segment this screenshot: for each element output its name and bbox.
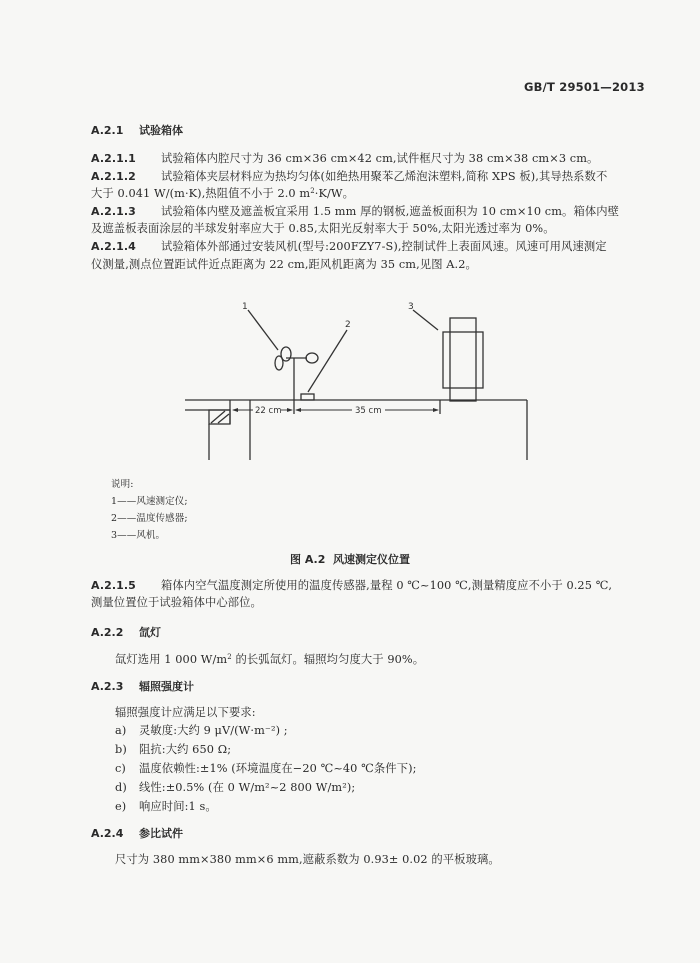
- clause-a212: [91, 168, 607, 184]
- list-marker: b): [115, 743, 127, 756]
- section-a22-text: [115, 651, 424, 667]
- clause-number: A.2.1.4: [91, 240, 136, 253]
- dim-arrow: [232, 408, 238, 412]
- section-a22-heading: [91, 624, 161, 640]
- clause-number: A.2.1.5: [91, 579, 136, 592]
- clause-a215-cont: 测量位置位于试验箱体中心部位。: [91, 596, 262, 609]
- list-item: [115, 760, 417, 776]
- section-number: A.2.2: [91, 626, 124, 639]
- clause-text: 试验箱体外部通过安装风机(型号:200FZY7-S),控制试件上表面风速。风速可用风速测定: [161, 240, 607, 253]
- anemometer-cup: [306, 353, 318, 363]
- clause-text: 试验箱体内腔尺寸为 36 cm×36 cm×42 cm,试件框尺寸为 38 cm×38 cm×3 cm。: [161, 152, 599, 165]
- clause-text: 试验箱体内壁及遮盖板宜采用 1.5 mm 厚的钢板,遮盖板面积为 10 cm×10 cm。箱体内壁: [161, 205, 620, 218]
- dim-arrow: [287, 408, 293, 412]
- dimension-22cm: 22 cm: [255, 406, 282, 416]
- dim-arrow: [295, 408, 301, 412]
- section-title: 参比试件: [139, 827, 183, 840]
- label-2: 2: [345, 320, 351, 330]
- clause-a212-cont: [91, 185, 354, 201]
- list-marker: e): [115, 800, 127, 813]
- list-marker: d): [115, 781, 127, 794]
- clause-a211: [91, 150, 598, 166]
- section-number: A.2.3: [91, 680, 124, 693]
- clause-text: 箱体内空气温度测定所使用的温度传感器,量程 0 ℃~100 ℃,测量精度应不小于 0.25 ℃,: [161, 579, 613, 592]
- clause-text: 大于 0.041 W/(m·K),热阻值不小于 2.0 m: [91, 187, 311, 200]
- superscript: 2: [227, 653, 232, 661]
- legend-item-1: 1——风速测定仪;: [111, 496, 188, 507]
- section-title: 辐照强度计: [139, 680, 194, 693]
- list-item: [115, 779, 355, 795]
- clause-a214-cont: 仪测量,测点位置距试件近点距离为 22 cm,距风机距离为 35 cm,见图 A.2。: [91, 258, 477, 271]
- figure-a2-diagram: [170, 290, 550, 470]
- superscript: 2: [310, 187, 315, 195]
- list-item: [115, 798, 217, 814]
- clause-text: 试验箱体夹层材料应为热均匀体(如绝热用聚苯乙烯泡沫塑料,简称 XPS 板),其导热系数不: [161, 170, 608, 183]
- clause-a214: [91, 238, 607, 254]
- text: 氙灯选用 1 000 W/m: [115, 653, 228, 666]
- section-number: A.2.4: [91, 827, 124, 840]
- clause-number: A.2.1.1: [91, 152, 136, 165]
- leader-line-1: [248, 310, 278, 350]
- leader-line-2: [308, 330, 347, 392]
- section-number: A.2.1: [91, 124, 124, 137]
- legend-item-3: 3——风机。: [111, 530, 166, 541]
- clause-text: ·K/W。: [314, 187, 355, 200]
- section-a21-heading: [91, 122, 183, 138]
- list-text: 响应时间:1 s。: [139, 800, 217, 813]
- section-a24-heading: [91, 825, 183, 841]
- section-title: 氙灯: [139, 626, 161, 639]
- section-title: 试验箱体: [139, 124, 183, 137]
- legend-title: 说明:: [111, 479, 134, 490]
- section-a23-heading: [91, 678, 194, 694]
- clause-a213: [91, 203, 619, 219]
- fan-housing: [443, 332, 483, 388]
- legend-item-2: 2——温度传感器;: [111, 513, 188, 524]
- label-3: 3: [408, 302, 414, 312]
- leader-line-3: [413, 310, 438, 330]
- section-a24-text: 尺寸为 380 mm×380 mm×6 mm,遮蔽系数为 0.93± 0.02 的平板玻璃。: [115, 853, 500, 866]
- hatch-line: [211, 411, 225, 423]
- text: 的长弧氙灯。辐照均匀度大于 90%。: [231, 653, 425, 666]
- clause-a213-cont: 及遮盖板表面涂层的半球发射率应大于 0.85,太阳光反射率大于 50%,太阳光透过率为 0%。: [91, 222, 555, 235]
- list-text: 线性:±0.5% (在 0 W/m²~2 800 W/m²);: [139, 781, 356, 794]
- dim-arrow: [433, 408, 439, 412]
- figure-caption: 图 A.2 风速测定仪位置: [290, 553, 411, 566]
- clause-a215: [91, 577, 612, 593]
- dimension-35cm: 35 cm: [355, 406, 382, 416]
- list-item: [115, 722, 288, 738]
- list-marker: c): [115, 762, 126, 775]
- list-text: 温度依赖性:±1% (环境温度在−20 ℃~40 ℃条件下);: [139, 762, 417, 775]
- list-text: 灵敏度:大约 9 μV/(W·m⁻²) ;: [139, 724, 288, 737]
- clause-number: A.2.1.2: [91, 170, 136, 183]
- list-marker: a): [115, 724, 127, 737]
- standard-number: GB/T 29501—2013: [524, 80, 645, 94]
- temperature-sensor: [301, 394, 314, 400]
- section-a23-intro: 辐照强度计应满足以下要求:: [115, 706, 256, 719]
- label-1: 1: [242, 302, 248, 312]
- list-text: 阻抗:大约 650 Ω;: [139, 743, 232, 756]
- clause-number: A.2.1.3: [91, 205, 136, 218]
- anemometer-cup: [275, 356, 283, 370]
- list-item: [115, 741, 231, 757]
